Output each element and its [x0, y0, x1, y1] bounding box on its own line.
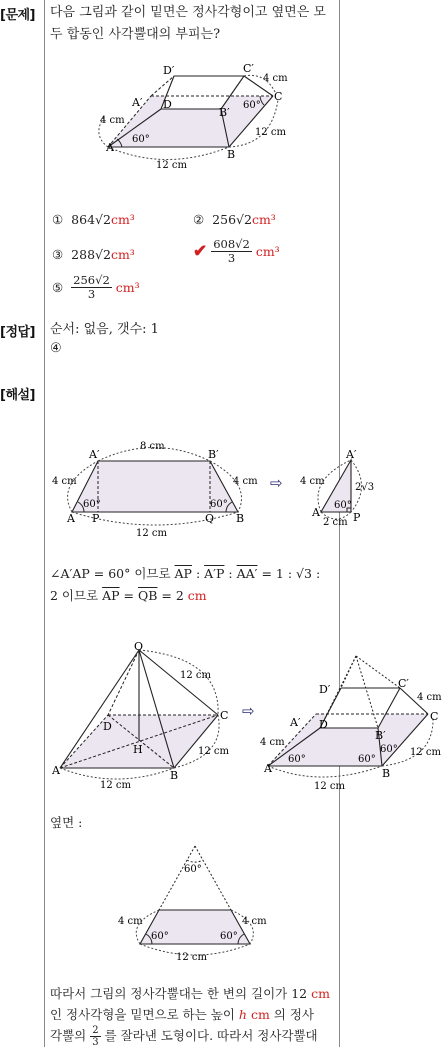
t-label-Q: Q	[205, 512, 215, 525]
option-3-value: 288√2	[71, 247, 111, 262]
p-label-B: B	[170, 769, 179, 782]
label-D-prime: D′	[163, 64, 175, 77]
option-2-unit: cm³	[251, 212, 276, 227]
e1-eq2: = 2	[157, 588, 188, 603]
s-len-2cm: 2 cm	[323, 517, 348, 528]
e1-ratio-values: = 1 : √3 :	[257, 566, 321, 581]
e2-l3-fraction	[90, 1025, 100, 1048]
e2-l3-numerator: 2	[92, 1025, 99, 1036]
e2-l2-unit: cm	[246, 1007, 270, 1022]
side-angle-left: 60°	[151, 931, 169, 942]
angle-60-A: 60°	[132, 134, 150, 145]
e1-seg-QB: $\overline{QB}$	[138, 588, 158, 603]
frustum-figure	[96, 60, 296, 172]
option-4[interactable]	[193, 238, 280, 265]
arrow-icon-1: ⇨	[270, 474, 283, 492]
explain2-line-3	[50, 1025, 330, 1048]
len-12cm-right: 12 cm	[255, 127, 286, 138]
p-len-12cm-top: 12 cm	[180, 670, 211, 681]
side-angle-right: 60°	[220, 931, 238, 942]
explain2-line-2	[50, 1004, 330, 1025]
label-A-prime: A′	[132, 96, 143, 109]
t-label-A: A	[67, 512, 75, 525]
side-angle-top: 60°	[184, 864, 202, 875]
q-label-B: B	[382, 767, 391, 780]
s-label-A: A	[312, 506, 320, 519]
angle-60-C: 60°	[243, 100, 261, 111]
option-3-num: ③	[52, 247, 64, 262]
e2-l2-text: 인 정사각형을 밑면으로 하는 높이	[50, 1007, 239, 1022]
explain2-line-1	[50, 983, 330, 1004]
option-3[interactable]	[52, 247, 135, 262]
option-5-fraction	[71, 274, 112, 301]
e1-colon-1: :	[191, 566, 205, 581]
q-label-A: A	[264, 762, 272, 775]
p-len-12cm-right: 12 cm	[198, 746, 229, 757]
left-border	[44, 0, 45, 1047]
label-A: A	[106, 141, 114, 154]
e1-unit: cm	[187, 588, 207, 603]
option-4-numerator: 608√2	[213, 237, 250, 251]
answer-text	[50, 319, 159, 360]
option-1[interactable]	[52, 212, 135, 227]
answer-label: [정답]	[0, 325, 35, 340]
s-len-4cm: 4 cm	[300, 476, 325, 487]
q-label-C: C	[430, 710, 439, 723]
t-angle-60-right: 60°	[210, 499, 228, 510]
option-5-numerator: 256√2	[73, 273, 110, 287]
e2-l1-text: 따라서 그림의 정사각뿔대는 한 변의 길이가 12	[50, 986, 312, 1001]
side-len-4cm-right: 4 cm	[242, 916, 267, 927]
side-face-title: 옆면 :	[50, 815, 83, 830]
q-label-D-prime: D′	[319, 683, 331, 696]
e1-colon-2: :	[224, 566, 237, 581]
e1-seg-AA2: AA′	[236, 566, 258, 581]
question-line-2: 두 합동인 사각뿔대의 부피는?	[50, 27, 221, 42]
e2-l3-text: 각뿔의	[50, 1028, 91, 1043]
explanation-label: [해설]	[0, 388, 35, 403]
t-label-A-prime: A′	[89, 448, 100, 461]
q-label-A-prime: A′	[290, 716, 301, 729]
t-angle-60-left: 60°	[83, 499, 101, 510]
e1-seg-AP-2: $\overline{AP}$	[102, 588, 120, 603]
p-label-A: A	[52, 764, 60, 777]
explain2-text	[50, 983, 330, 1048]
e1-two-intro: 2 이므로	[50, 588, 103, 603]
option-2-num: ②	[193, 212, 205, 227]
problem-label: [문제]	[0, 8, 35, 23]
p-label-D: D	[103, 720, 112, 733]
t-len-4cm-right: 4 cm	[233, 476, 258, 487]
triangle-figure	[298, 444, 378, 528]
s-len-2root3: 2√3	[355, 482, 375, 493]
question-text	[50, 2, 326, 46]
t-label-B: B	[236, 512, 245, 525]
label-B-prime: B′	[219, 106, 230, 119]
trapezoid-figure	[50, 436, 265, 544]
len-4cm-left: 4 cm	[100, 115, 125, 126]
len-4cm-top: 4 cm	[263, 73, 288, 84]
option-1-num: ①	[52, 212, 64, 227]
q-angle-60-1: 60°	[288, 754, 306, 765]
q-len-12cm-right: 12 cm	[410, 747, 441, 758]
e2-l2-tail: 의 정사	[269, 1007, 314, 1022]
s-angle-60: 60°	[334, 500, 352, 511]
explain1-line-1	[50, 563, 320, 585]
option-5-num: ⑤	[52, 280, 64, 295]
p-len-12cm-bottom: 12 cm	[100, 780, 131, 790]
side-len-4cm-left: 4 cm	[118, 916, 143, 927]
q-label-C-prime: C′	[398, 677, 409, 690]
q-label-D: D	[319, 718, 328, 731]
q-len-4cm-top: 4 cm	[417, 692, 442, 703]
e2-l2-h: h	[238, 1007, 247, 1022]
e2-l3-tail: 를 잘라낸 도형이다. 따라서 정사각뿔대	[100, 1028, 318, 1043]
option-4-fraction	[211, 238, 252, 265]
q-angle-60-2: 60°	[358, 754, 376, 765]
option-1-unit: cm³	[110, 212, 135, 227]
answer-line-1: 순서: 없음, 갯수: 1	[50, 322, 159, 337]
q-angle-60-3: 60°	[380, 744, 398, 755]
side-len-12cm: 12 cm	[176, 952, 207, 963]
option-1-value: 864√2	[71, 212, 111, 227]
label-C: C	[274, 90, 283, 103]
explain1-line-2	[50, 585, 320, 607]
side-face-figure	[114, 842, 274, 966]
t-len-8cm: 8 cm	[140, 441, 165, 452]
label-D: D	[163, 98, 172, 111]
explain1-text	[50, 563, 320, 607]
arrow-icon-2: ⇨	[242, 702, 255, 720]
option-5-unit: cm³	[115, 280, 140, 295]
s-label-P: P	[353, 511, 361, 524]
option-2-value: 256√2	[212, 212, 252, 227]
label-B: B	[227, 148, 236, 161]
e2-l3-denominator: 3	[92, 1037, 99, 1048]
e1-ratio-intro: ∠A′AP = 60° 이므로	[50, 566, 175, 581]
t-label-P: P	[92, 512, 100, 525]
e1-seg-AP: $\overline{AP}$	[174, 566, 192, 581]
check-icon: ✔	[193, 241, 208, 262]
e1-seg-A2P: A′P	[204, 566, 225, 581]
option-3-unit: cm³	[110, 247, 135, 262]
t-label-B-prime: B′	[208, 448, 219, 461]
label-C-prime: C′	[243, 62, 254, 75]
option-5-denominator: 3	[87, 287, 96, 301]
q-label-B-prime: B′	[375, 729, 386, 742]
p-label-O: O	[134, 640, 144, 653]
p-label-C: C	[220, 709, 229, 722]
p-label-H: H	[133, 743, 143, 756]
e1-eq: =	[119, 588, 138, 603]
option-4-denominator: 3	[227, 251, 236, 265]
option-4-unit: cm³	[255, 244, 280, 259]
answer-line-2: ④	[50, 341, 62, 356]
q-len-12cm-bottom: 12 cm	[314, 781, 345, 792]
t-len-4cm-left: 4 cm	[52, 476, 77, 487]
s-label-A-prime: A′	[346, 448, 357, 461]
question-line-1: 다음 그림과 같이 밑면은 정사각형이고 옆면은 모	[50, 5, 326, 20]
frustum-from-pyramid-figure	[258, 652, 445, 792]
len-12cm-bottom: 12 cm	[156, 160, 187, 171]
option-5[interactable]	[52, 274, 140, 301]
t-len-12cm: 12 cm	[136, 528, 167, 539]
option-2[interactable]	[193, 212, 276, 227]
pyramid-figure	[46, 640, 241, 790]
e2-l1-unit: cm	[311, 986, 330, 1001]
q-len-4cm-left: 4 cm	[260, 737, 285, 748]
